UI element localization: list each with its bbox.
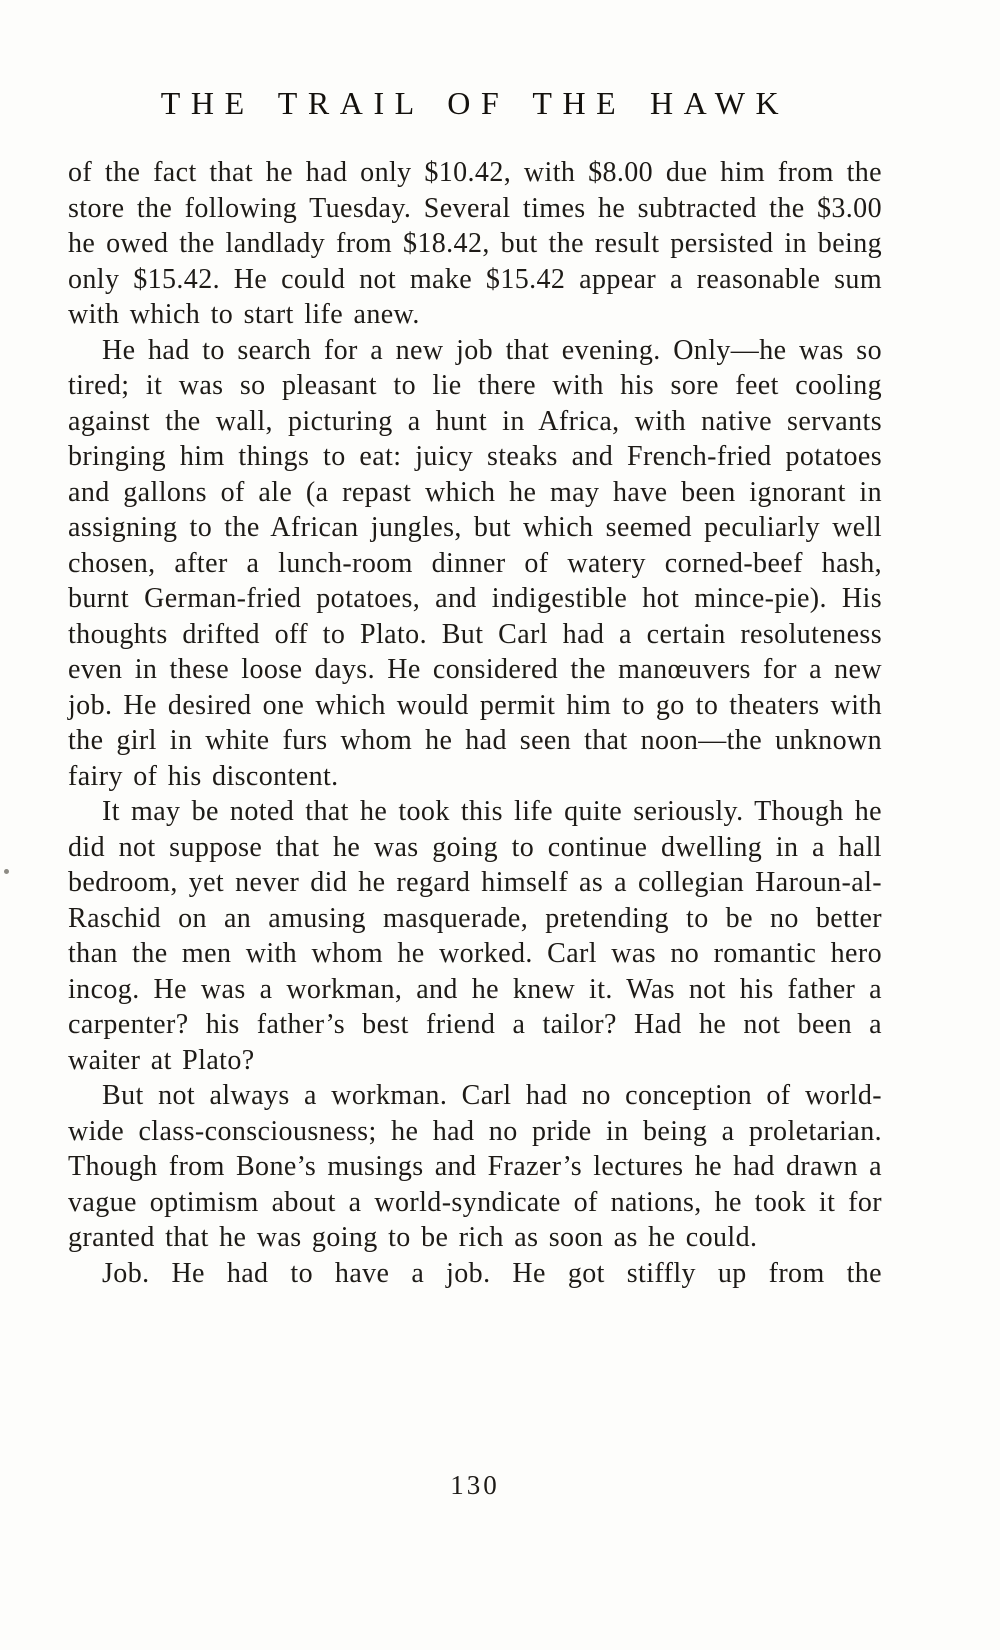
scan-artifact-dot	[4, 869, 9, 874]
paragraph: of the fact that he had only $10.42, with $8.00 due him from the store the following Tuesday. Several times he subtracted the $3.00 he owed the landlady from $18.42, but the result persisted in being only $15.42. He could not make $15.42 appear a reasonable sum with which to start life anew.	[68, 157, 882, 331]
page-number: 130	[450, 1470, 500, 1500]
paragraph: He had to search for a new job that evening. Only—he was so tired; it was so pleasant to lie there with his sore feet cooling against the wall, picturing a hunt in Africa, with native servants bringing him things to eat: juicy steaks and French-fried potatoes and gallons of ale (a repast which he may have been ignorant in assigning to the African jungles, but which seemed peculiarly well chosen, after a lunch-room dinner of watery corned-beef hash, burnt German-fried potatoes, and indigestible hot mince-pie). His thoughts drifted off to Plato. But Carl had a certain resoluteness even in these loose days. He considered the manœuvers for a new job. He desired one which would permit him to go to theaters with the girl in white furs whom he had seen that noon—the unknown fairy of his discontent.	[68, 334, 882, 792]
page-title: THE TRAIL OF THE HAWK	[160, 85, 790, 121]
body-text	[68, 155, 882, 1291]
paragraph: It may be noted that he took this life quite seriously. Though he did not suppose that he was going to continue dwelling in a hall bedroom, yet never did he regard himself as a collegian Haroun-al-Raschid on an amusing masquerade, pretending to be no better than the men with whom he worked. Carl was no romantic hero incog. He was a workman, and he knew it. Was not his father a carpenter? his father’s best friend a tailor? Had he not been a waiter at Plato?	[68, 796, 882, 1076]
paragraph: Job. He had to have a job. He got stiffly up from the	[102, 1257, 882, 1289]
paragraph: But not always a workman. Carl had no conception of world-wide class-consciousness; he had no pride in being a proletarian. Though from Bone’s musings and Frazer’s lectures he had drawn a vague optimism about a world-syndicate of nations, he took it for granted that he was going to be rich as soon as he could.	[68, 1080, 882, 1254]
